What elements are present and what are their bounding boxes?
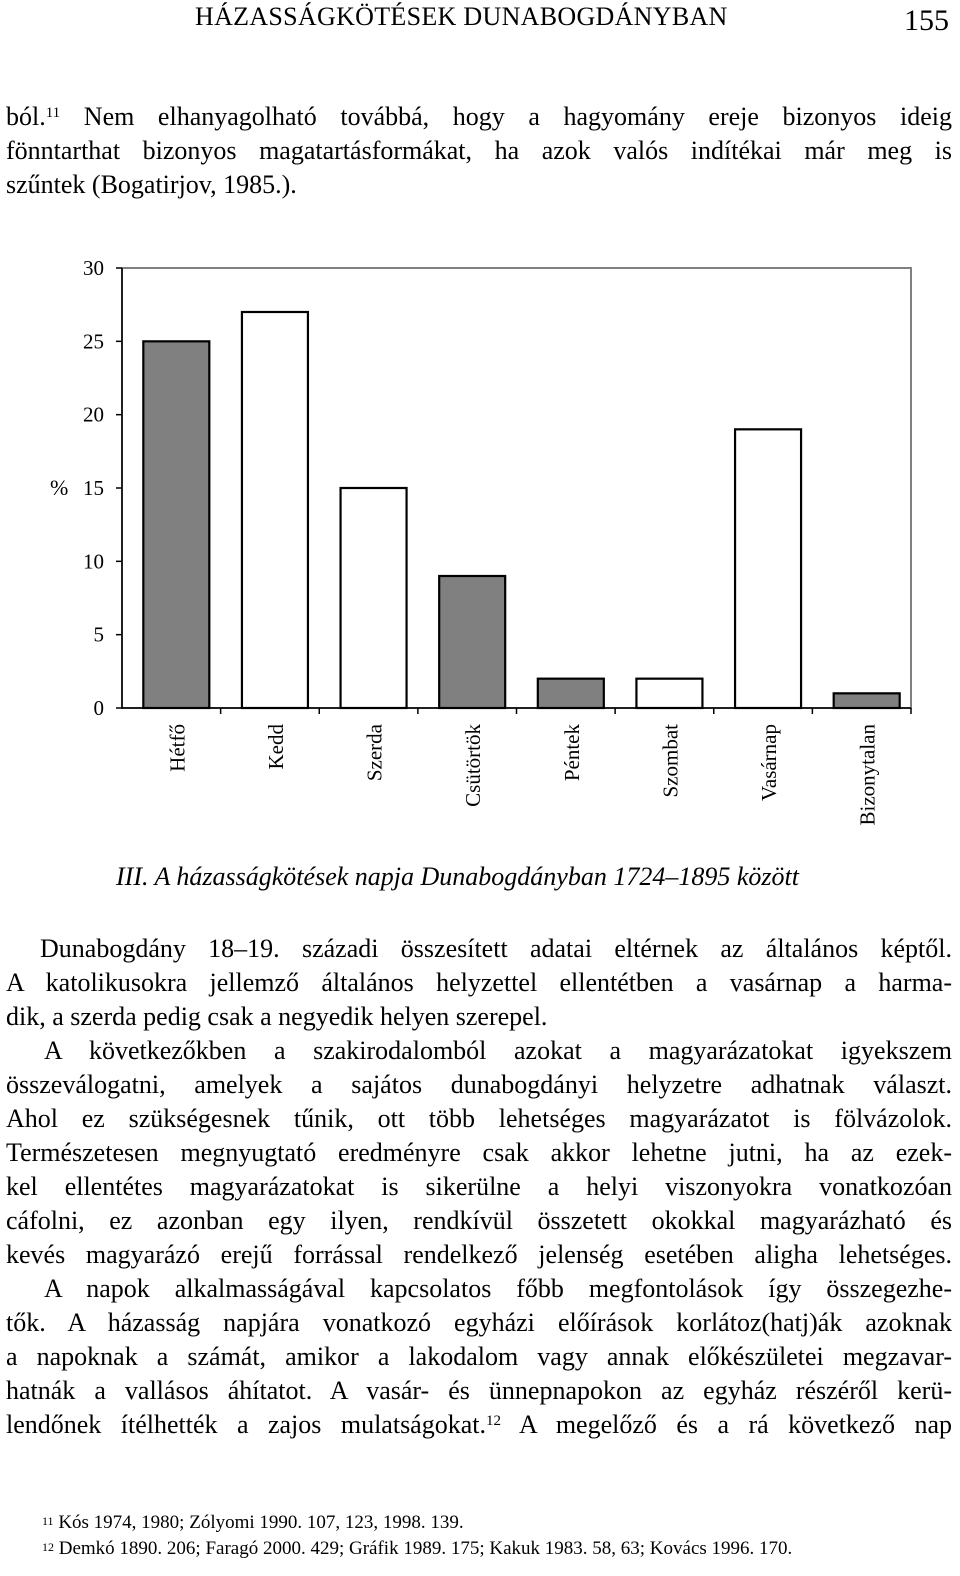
bar bbox=[834, 693, 900, 708]
body-line: kel ellentétes magyarázatokat is sikerülne a helyi viszonyokra vonatkozóan bbox=[6, 1172, 952, 1201]
y-axis-label: % bbox=[50, 475, 69, 500]
bar bbox=[538, 679, 604, 708]
intro-line-1: ból.$^{11}$ Nem elhanyagolható továbbá, hogy a hagyomány ereje bizonyos ideig bbox=[6, 102, 952, 131]
x-tick-label: Vasárnap bbox=[757, 724, 782, 801]
body-line: tők. A házasság napjára vonatkozó egyházi előírások korlátoz(hatj)ák azoknak bbox=[6, 1308, 952, 1337]
x-tick-label: Bizonytalan bbox=[855, 724, 880, 826]
bar bbox=[735, 429, 801, 708]
y-tick-label: 10 bbox=[83, 549, 104, 574]
bar bbox=[143, 341, 209, 708]
body-line: a napoknak a számát, amikor a lakodalom vagy annak előkészületei megzavar- bbox=[6, 1342, 952, 1371]
footnote-ref-12[interactable]: 12 bbox=[486, 1413, 501, 1429]
weekday-bar-chart bbox=[0, 250, 960, 860]
body-line: A katolikusokra jellemző általános helyzettel ellentétben a vasárnap a harma- bbox=[6, 968, 952, 997]
page-number: 155 bbox=[904, 4, 949, 37]
footnote-11: $^{11}$ Kós 1974, 1980; Zólyomi 1990. 107, 123, 1998. 139. bbox=[42, 1512, 464, 1533]
body-line: hatnák a vallásos áhítatot. A vasár- és ünnepnapokon az egyház részéről kerü- bbox=[6, 1376, 952, 1405]
chart-svg bbox=[0, 250, 960, 860]
bar bbox=[439, 576, 505, 708]
body-line: Természetesen megnyugtató eredményre csak akkor lehetne jutni, ha az ezek- bbox=[6, 1138, 952, 1167]
body-line: A következőkben a szakirodalomból azokat a magyarázatokat igyekszem bbox=[44, 1036, 952, 1065]
bar bbox=[636, 679, 702, 708]
x-tick-label: Kedd bbox=[263, 724, 288, 770]
x-tick-label: Hétfő bbox=[165, 724, 190, 772]
running-title: HÁZASSÁGKÖTÉSEK DUNABOGDÁNYBAN bbox=[195, 2, 728, 31]
footnote-12: $^{12}$ Demkó 1890. 206; Faragó 2000. 429; Gráfik 1989. 175; Kakuk 1983. 58, 63; Kovács 1996. 170. bbox=[42, 1538, 793, 1559]
bar bbox=[242, 312, 308, 708]
y-tick-label: 0 bbox=[93, 696, 104, 720]
y-tick-label: 20 bbox=[83, 402, 104, 427]
y-tick-label: 15 bbox=[83, 476, 104, 500]
body-line: A napok alkalmasságával kapcsolatos főbb megfontolások így összegezhe- bbox=[44, 1274, 952, 1303]
footnotes bbox=[42, 1510, 792, 1562]
body-line: dik, a szerda pedig csak a negyedik helyen szerepel. bbox=[6, 1002, 548, 1031]
figure-caption: III. A házasságkötések napja Dunabogdányban 1724–1895 között bbox=[116, 862, 799, 891]
footnote-ref-11[interactable]: 11 bbox=[45, 105, 61, 121]
x-tick-label: Szerda bbox=[362, 724, 387, 782]
body-line: kevés magyarázó erejű forrással rendelkező jelenség esetében aligha lehetséges. bbox=[6, 1240, 952, 1269]
intro-line-3: szűntek (Bogatirjov, 1985.). bbox=[6, 170, 297, 199]
y-tick-label: 5 bbox=[93, 622, 104, 647]
body-line: összeválogatni, amelyek a sajátos dunabogdányi helyzetre adhatnak választ. bbox=[6, 1070, 952, 1099]
y-tick-label: 30 bbox=[83, 256, 104, 280]
bar bbox=[341, 488, 407, 708]
body-text bbox=[6, 932, 952, 1442]
intro-line-2: fönntarthat bizonyos magatartásformákat, ha azok valós indítékai már meg is bbox=[6, 136, 952, 165]
intro-paragraph bbox=[6, 100, 952, 202]
x-tick-label: Szombat bbox=[658, 724, 683, 798]
running-header bbox=[0, 0, 960, 44]
body-line: Dunabogdány 18–19. századi összesített adatai eltérnek az általános képtől. bbox=[40, 934, 952, 963]
x-tick-label: Péntek bbox=[559, 724, 584, 782]
x-tick-label: Csütörtök bbox=[461, 724, 486, 807]
y-tick-label: 25 bbox=[83, 329, 104, 354]
body-line: Ahol ez szükségesnek tűnik, ott több lehetséges magyarázatot is fölvázolok. bbox=[6, 1104, 952, 1133]
body-line: cáfolni, ez azonban egy ilyen, rendkívül összetett okokkal magyarázható és bbox=[6, 1206, 952, 1235]
body-line-last: lendőnek ítélhették a zajos mulatságokat.$^{12}$ A megelőző és a rá következő nap bbox=[6, 1410, 952, 1439]
